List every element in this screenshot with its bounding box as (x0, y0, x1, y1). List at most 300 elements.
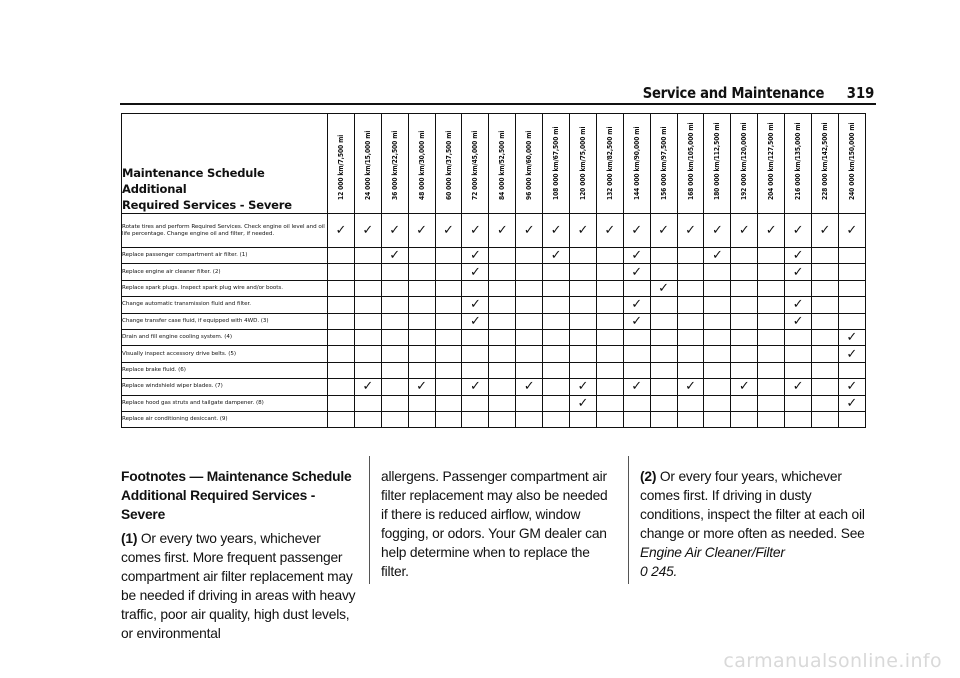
check-icon: ✓ (362, 379, 374, 395)
interval-label: 108 000 km/67,500 mi (552, 126, 561, 200)
check-mark-cell (838, 329, 865, 345)
empty-cell (381, 379, 408, 395)
empty-cell (731, 297, 758, 313)
empty-cell (543, 395, 570, 411)
check-icon: ✓ (469, 379, 481, 395)
interval-label: 12 000 km/7,500 mi (336, 134, 345, 200)
check-mark-cell (596, 214, 623, 248)
interval-header (650, 114, 677, 214)
section-title: Service and Maintenance (642, 84, 824, 102)
empty-cell (408, 264, 435, 280)
check-icon: ✓ (631, 297, 643, 313)
empty-cell (650, 313, 677, 329)
check-mark-cell (408, 379, 435, 395)
check-mark-cell (677, 214, 704, 248)
interval-label: 144 000 km/90,000 mi (632, 126, 641, 200)
interval-label: 36 000 km/22,500 mi (390, 130, 399, 200)
check-icon: ✓ (631, 313, 643, 329)
empty-cell (462, 329, 489, 345)
empty-cell (704, 280, 731, 296)
empty-cell (623, 329, 650, 345)
interval-label: 48 000 km/30,000 mi (417, 130, 426, 200)
empty-cell (462, 346, 489, 362)
empty-cell (543, 264, 570, 280)
empty-cell (677, 329, 704, 345)
empty-cell (516, 280, 543, 296)
check-mark-cell (785, 297, 812, 313)
empty-cell (381, 362, 408, 378)
check-mark-cell (462, 313, 489, 329)
check-icon: ✓ (711, 223, 723, 238)
check-icon: ✓ (469, 313, 481, 329)
check-mark-cell (408, 214, 435, 248)
empty-cell (785, 411, 812, 427)
empty-cell (381, 264, 408, 280)
empty-cell (650, 346, 677, 362)
empty-cell (704, 411, 731, 427)
check-icon: ✓ (523, 223, 535, 238)
empty-cell (812, 280, 839, 296)
empty-cell (516, 411, 543, 427)
check-icon: ✓ (523, 379, 535, 395)
table-row (122, 329, 866, 345)
service-description: Visually inspect accessory drive belts. (5) (122, 346, 328, 362)
check-icon: ✓ (685, 379, 696, 395)
interval-label: 96 000 km/60,000 mi (525, 130, 534, 200)
empty-cell (328, 379, 355, 395)
empty-cell (785, 362, 812, 378)
check-icon: ✓ (711, 248, 723, 264)
empty-cell (731, 395, 758, 411)
empty-cell (543, 297, 570, 313)
empty-cell (677, 346, 704, 362)
empty-cell (381, 395, 408, 411)
check-mark-cell (543, 214, 570, 248)
empty-cell (489, 346, 516, 362)
table-row (122, 411, 866, 427)
check-icon: ✓ (792, 264, 804, 280)
check-mark-cell (489, 214, 516, 248)
interval-label: 132 000 km/82,500 mi (605, 126, 614, 200)
interval-header (677, 114, 704, 214)
interval-header (623, 114, 650, 214)
interval-header (435, 114, 462, 214)
check-icon: ✓ (550, 248, 562, 264)
interval-header (812, 114, 839, 214)
column-divider (628, 456, 629, 584)
empty-cell (758, 297, 785, 313)
empty-cell (328, 264, 355, 280)
empty-cell (731, 411, 758, 427)
check-mark-cell (623, 379, 650, 395)
empty-cell (704, 362, 731, 378)
check-icon: ✓ (389, 223, 401, 238)
empty-cell (812, 411, 839, 427)
empty-cell (731, 329, 758, 345)
service-description: Replace engine air cleaner filter. (2) (122, 264, 328, 280)
check-mark-cell (838, 346, 865, 362)
empty-cell (596, 264, 623, 280)
check-mark-cell (543, 248, 570, 264)
empty-cell (408, 329, 435, 345)
check-icon: ✓ (792, 313, 804, 329)
empty-cell (354, 346, 381, 362)
empty-cell (435, 379, 462, 395)
empty-cell (543, 313, 570, 329)
footnote-2-reference[interactable]: Engine Air Cleaner/Filter (640, 545, 785, 560)
check-icon: ✓ (577, 395, 589, 411)
service-description: Replace brake fluid. (6) (122, 362, 328, 378)
interval-header (785, 114, 812, 214)
check-mark-cell (785, 214, 812, 248)
check-icon: ✓ (631, 264, 643, 280)
empty-cell (516, 248, 543, 264)
empty-cell (704, 297, 731, 313)
empty-cell (462, 362, 489, 378)
check-mark-cell (623, 264, 650, 280)
service-description: Change transfer case fluid, if equipped with 4WD. (3) (122, 313, 328, 329)
empty-cell (596, 297, 623, 313)
check-mark-cell (812, 214, 839, 248)
check-icon: ✓ (846, 379, 858, 395)
empty-cell (435, 395, 462, 411)
empty-cell (731, 362, 758, 378)
empty-cell (650, 264, 677, 280)
check-mark-cell (785, 264, 812, 280)
check-icon: ✓ (846, 223, 858, 238)
empty-cell (704, 264, 731, 280)
empty-cell (435, 280, 462, 296)
empty-cell (650, 395, 677, 411)
check-mark-cell (704, 248, 731, 264)
empty-cell (489, 411, 516, 427)
footnote-1-number: (1) (121, 531, 138, 546)
check-icon: ✓ (389, 248, 401, 264)
empty-cell (785, 346, 812, 362)
empty-cell (328, 346, 355, 362)
empty-cell (435, 313, 462, 329)
check-icon: ✓ (792, 297, 804, 313)
empty-cell (677, 264, 704, 280)
empty-cell (328, 411, 355, 427)
empty-cell (328, 280, 355, 296)
empty-cell (354, 280, 381, 296)
interval-header (704, 114, 731, 214)
empty-cell (516, 395, 543, 411)
empty-cell (758, 379, 785, 395)
empty-cell (381, 411, 408, 427)
empty-cell (570, 346, 597, 362)
empty-cell (354, 313, 381, 329)
empty-cell (758, 411, 785, 427)
interval-header (516, 114, 543, 214)
empty-cell (354, 248, 381, 264)
interval-header (381, 114, 408, 214)
empty-cell (596, 280, 623, 296)
interval-header (328, 114, 355, 214)
table-row (122, 346, 866, 362)
text-column-2 (381, 467, 617, 581)
check-icon: ✓ (846, 330, 858, 346)
check-icon: ✓ (550, 223, 562, 238)
empty-cell (381, 346, 408, 362)
empty-cell (570, 264, 597, 280)
empty-cell (650, 248, 677, 264)
empty-cell (785, 329, 812, 345)
empty-cell (354, 264, 381, 280)
empty-cell (354, 362, 381, 378)
interval-header (838, 114, 865, 214)
check-icon: ✓ (416, 379, 428, 395)
empty-cell (596, 329, 623, 345)
empty-cell (408, 362, 435, 378)
empty-cell (381, 297, 408, 313)
empty-cell (570, 297, 597, 313)
empty-cell (731, 280, 758, 296)
empty-cell (408, 248, 435, 264)
table-header-row (122, 114, 866, 214)
empty-cell (489, 248, 516, 264)
empty-cell (650, 379, 677, 395)
empty-cell (838, 313, 865, 329)
empty-cell (408, 395, 435, 411)
empty-cell (758, 313, 785, 329)
empty-cell (758, 248, 785, 264)
empty-cell (489, 264, 516, 280)
empty-cell (650, 362, 677, 378)
interval-label: 72 000 km/45,000 mi (471, 130, 480, 200)
empty-cell (596, 379, 623, 395)
check-mark-cell (462, 214, 489, 248)
empty-cell (758, 362, 785, 378)
empty-cell (785, 280, 812, 296)
empty-cell (650, 297, 677, 313)
empty-cell (596, 395, 623, 411)
check-mark-cell (623, 313, 650, 329)
check-mark-cell (785, 313, 812, 329)
service-description: Replace spark plugs. Inspect spark plug wire and/or boots. (122, 280, 328, 296)
maintenance-schedule-table (121, 113, 866, 428)
check-mark-cell (623, 297, 650, 313)
check-mark-cell (570, 379, 597, 395)
empty-cell (462, 280, 489, 296)
table-title (122, 114, 328, 214)
empty-cell (489, 280, 516, 296)
interval-header (731, 114, 758, 214)
empty-cell (812, 264, 839, 280)
table-title-line-2: Required Services - Severe (122, 198, 292, 212)
empty-cell (516, 362, 543, 378)
empty-cell (435, 329, 462, 345)
empty-cell (462, 411, 489, 427)
check-icon: ✓ (469, 297, 481, 313)
empty-cell (328, 248, 355, 264)
empty-cell (462, 395, 489, 411)
empty-cell (328, 313, 355, 329)
check-icon: ✓ (496, 223, 508, 238)
empty-cell (838, 362, 865, 378)
interval-header (570, 114, 597, 214)
check-mark-cell (570, 214, 597, 248)
empty-cell (408, 313, 435, 329)
empty-cell (623, 280, 650, 296)
empty-cell (570, 248, 597, 264)
empty-cell (838, 248, 865, 264)
empty-cell (731, 313, 758, 329)
table-row (122, 297, 866, 313)
check-mark-cell (731, 379, 758, 395)
check-mark-cell (785, 379, 812, 395)
check-icon: ✓ (846, 395, 858, 411)
check-icon: ✓ (685, 223, 696, 238)
empty-cell (543, 362, 570, 378)
check-mark-cell (354, 214, 381, 248)
empty-cell (812, 395, 839, 411)
check-icon: ✓ (658, 280, 670, 296)
interval-label: 192 000 km/120,000 mi (740, 122, 749, 200)
interval-label: 228 000 km/142,500 mi (820, 122, 829, 200)
empty-cell (812, 362, 839, 378)
column-divider (369, 456, 370, 584)
empty-cell (543, 280, 570, 296)
empty-cell (623, 346, 650, 362)
empty-cell (543, 329, 570, 345)
interval-header (408, 114, 435, 214)
empty-cell (650, 329, 677, 345)
check-mark-cell (838, 379, 865, 395)
empty-cell (354, 297, 381, 313)
empty-cell (596, 248, 623, 264)
footnotes-heading: Footnotes — Maintenance Schedule Additional Required Services - Severe (121, 469, 352, 522)
empty-cell (785, 395, 812, 411)
empty-cell (623, 362, 650, 378)
empty-cell (731, 346, 758, 362)
empty-cell (570, 411, 597, 427)
service-description: Change automatic transmission fluid and filter. (122, 297, 328, 313)
header-rule (120, 103, 876, 105)
empty-cell (381, 329, 408, 345)
check-icon: ✓ (577, 223, 589, 238)
interval-label: 84 000 km/52,500 mi (498, 130, 507, 200)
table-title-line-1: Maintenance Schedule Additional (122, 166, 265, 196)
check-mark-cell (462, 264, 489, 280)
empty-cell (758, 280, 785, 296)
service-description: Replace windshield wiper blades. (7) (122, 379, 328, 395)
empty-cell (489, 297, 516, 313)
empty-cell (704, 313, 731, 329)
check-mark-cell (838, 395, 865, 411)
empty-cell (677, 313, 704, 329)
interval-header (543, 114, 570, 214)
check-icon: ✓ (469, 223, 481, 238)
empty-cell (570, 362, 597, 378)
empty-cell (758, 329, 785, 345)
empty-cell (677, 411, 704, 427)
empty-cell (838, 280, 865, 296)
check-mark-cell (354, 379, 381, 395)
table-row (122, 362, 866, 378)
check-mark-cell (623, 214, 650, 248)
empty-cell (731, 248, 758, 264)
interval-label: 24 000 km/15,000 mi (363, 130, 372, 200)
empty-cell (677, 395, 704, 411)
check-mark-cell (785, 248, 812, 264)
empty-cell (489, 379, 516, 395)
interval-label: 240 000 km/150,000 mi (847, 122, 856, 200)
page-header (120, 84, 876, 104)
empty-cell (435, 297, 462, 313)
empty-cell (838, 411, 865, 427)
empty-cell (677, 248, 704, 264)
check-icon: ✓ (631, 379, 643, 395)
check-mark-cell (435, 214, 462, 248)
empty-cell (435, 346, 462, 362)
table-body (122, 214, 866, 428)
empty-cell (596, 313, 623, 329)
interval-label: 204 000 km/127,500 mi (767, 122, 776, 200)
check-mark-cell (381, 214, 408, 248)
text-column-3 (640, 467, 876, 581)
check-icon: ✓ (443, 223, 454, 238)
empty-cell (408, 411, 435, 427)
empty-cell (596, 411, 623, 427)
check-icon: ✓ (658, 223, 670, 238)
service-description: Replace hood gas struts and tailgate dampener. (8) (122, 395, 328, 411)
empty-cell (812, 329, 839, 345)
empty-cell (570, 313, 597, 329)
check-mark-cell (838, 214, 865, 248)
check-icon: ✓ (631, 248, 643, 264)
empty-cell (704, 329, 731, 345)
service-description: Drain and fill engine cooling system. (4) (122, 329, 328, 345)
check-mark-cell (623, 248, 650, 264)
empty-cell (570, 280, 597, 296)
empty-cell (677, 297, 704, 313)
empty-cell (435, 411, 462, 427)
check-icon: ✓ (738, 379, 750, 395)
empty-cell (516, 297, 543, 313)
empty-cell (408, 280, 435, 296)
interval-header (462, 114, 489, 214)
service-description: Replace air conditioning desiccant. (9) (122, 411, 328, 427)
check-icon: ✓ (631, 223, 643, 238)
interval-label: 120 000 km/75,000 mi (578, 126, 587, 200)
check-mark-cell (462, 248, 489, 264)
check-icon: ✓ (765, 223, 777, 238)
empty-cell (328, 362, 355, 378)
empty-cell (328, 395, 355, 411)
check-icon: ✓ (819, 223, 831, 238)
check-mark-cell (570, 395, 597, 411)
footnote-2-page-ref[interactable]: 0 245. (640, 564, 678, 579)
check-mark-cell (381, 248, 408, 264)
empty-cell (354, 329, 381, 345)
empty-cell (623, 411, 650, 427)
table-row (122, 280, 866, 296)
empty-cell (704, 395, 731, 411)
check-mark-cell (650, 280, 677, 296)
check-mark-cell (677, 379, 704, 395)
empty-cell (812, 346, 839, 362)
empty-cell (758, 346, 785, 362)
empty-cell (650, 411, 677, 427)
empty-cell (489, 362, 516, 378)
empty-cell (516, 313, 543, 329)
empty-cell (812, 379, 839, 395)
empty-cell (408, 346, 435, 362)
check-mark-cell (650, 214, 677, 248)
empty-cell (677, 280, 704, 296)
